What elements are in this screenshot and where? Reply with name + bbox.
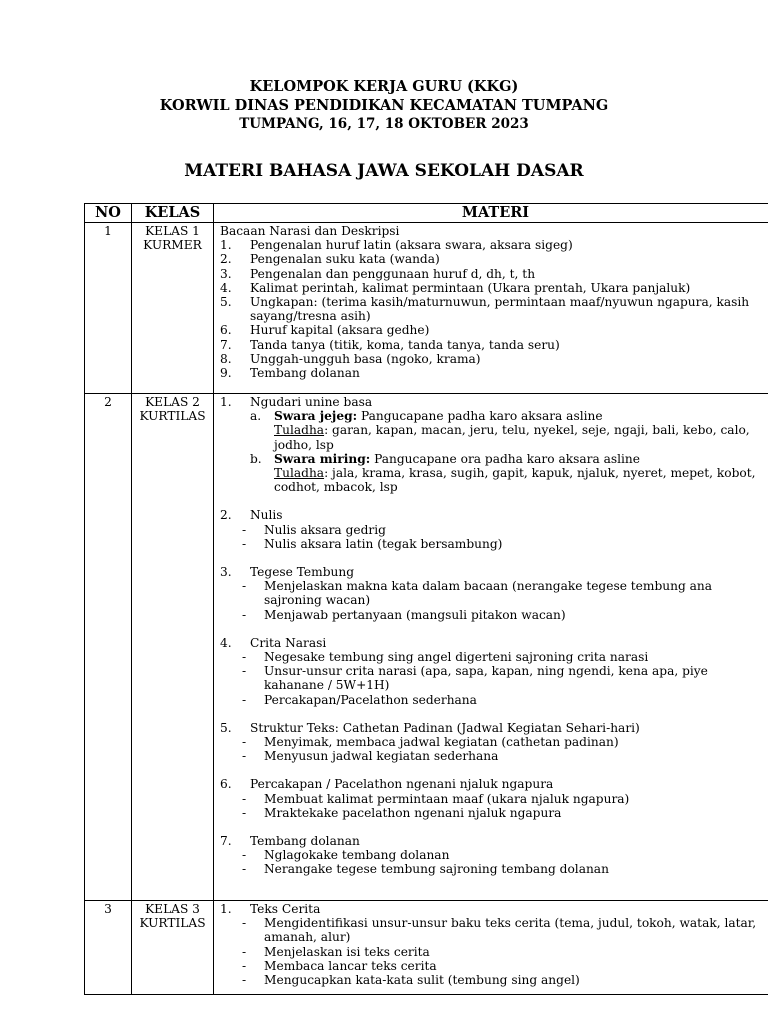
table-row — [85, 223, 768, 394]
section-title: Teks Cerita — [250, 902, 321, 916]
dash-marker: - — [242, 735, 247, 750]
dash-marker: - — [242, 944, 247, 959]
section-gap — [220, 763, 768, 777]
dash-marker: - — [242, 791, 247, 806]
item-number: 3. — [220, 266, 232, 281]
bullet-item — [220, 862, 768, 876]
bullet-text: Mraktekake pacelathon ngenani njaluk ngapura — [264, 805, 562, 820]
class-label: KELAS 3 — [145, 902, 200, 916]
class-label: KELAS 1 — [145, 224, 200, 238]
item-number: 7. — [220, 337, 232, 352]
item-text: Pengenalan dan penggunaan huruf d, dh, t, th — [250, 266, 536, 281]
item-number: 9. — [220, 366, 232, 381]
bullet-item — [220, 650, 768, 664]
curriculum-label: KURTILAS — [139, 916, 206, 931]
section-gap — [220, 494, 768, 508]
bullet-text: Menjelaskan makna kata dalam bacaan (nerangake tegese tembung ana sajroning wacan) — [264, 579, 713, 608]
item-text: Tanda tanya (titik, koma, tanda tanya, tanda seru) — [250, 337, 560, 352]
row-number: 1 — [85, 223, 132, 394]
item-number: 1. — [220, 238, 232, 253]
bullet-item — [220, 945, 768, 959]
bullet-item — [220, 735, 768, 749]
document-title: MATERI BAHASA JAWA SEKOLAH DASAR — [184, 161, 584, 181]
item-number: 8. — [220, 351, 232, 366]
section-heading — [220, 636, 768, 650]
materi-cell — [214, 394, 768, 901]
bullet-text: Menjelaskan isi teks cerita — [264, 944, 430, 959]
bullet-text: Menyimak, membaca jadwal kegiatan (cathetan padinan) — [264, 735, 619, 750]
dash-marker: - — [242, 607, 247, 622]
section-heading — [220, 565, 768, 579]
dash-marker: - — [242, 579, 247, 594]
section-number: 6. — [220, 777, 232, 792]
table-row — [85, 394, 768, 901]
materi-cell — [214, 901, 768, 995]
bullet-item — [220, 916, 768, 944]
list-item — [220, 338, 768, 352]
bullet-text: Menyusun jadwal kegiatan sederhana — [264, 749, 499, 764]
item-text: Ungkapan: (terima kasih/maturnuwun, permintaan maaf/nyuwun ngapura, kasih sayang/tresna asih) — [250, 295, 750, 324]
list-item — [220, 366, 768, 380]
dash-marker: - — [242, 916, 247, 931]
item-text: Tembang dolanan — [250, 366, 360, 381]
section-title: Tembang dolanan — [250, 834, 360, 849]
materi-cell — [214, 223, 768, 394]
class-label: KELAS 2 — [145, 395, 200, 409]
section-number: 4. — [220, 635, 232, 650]
row-number: 3 — [85, 901, 132, 995]
section-heading — [220, 777, 768, 791]
dash-marker: - — [242, 862, 247, 877]
section-heading — [220, 902, 768, 916]
section-number: 7. — [220, 834, 232, 849]
list-item — [220, 323, 768, 337]
section-gap — [220, 820, 768, 834]
section-number: 2. — [220, 508, 232, 523]
header-line-2: KORWIL DINAS PENDIDIKAN KECAMATAN TUMPANG — [159, 97, 609, 114]
bullet-text: Membaca lancar teks cerita — [264, 958, 437, 973]
bullet-text: Nerangake tegese tembung sajroning tembang dolanan — [264, 862, 609, 877]
bullet-text: Nglagokake tembang dolanan — [264, 848, 450, 863]
bullet-text: Mengucapkan kata-kata sulit (tembung sing angel) — [264, 973, 580, 988]
bullet-item — [220, 693, 768, 707]
dash-marker: - — [242, 848, 247, 863]
header-line-3: TUMPANG, 16, 17, 18 OKTOBER 2023 — [239, 116, 529, 132]
item-text: Huruf kapital (aksara gedhe) — [250, 323, 430, 338]
document-header — [0, 77, 768, 133]
table-row — [85, 901, 768, 995]
bullet-item — [220, 792, 768, 806]
header-line-1: KELOMPOK KERJA GURU (KKG) — [249, 78, 519, 95]
bullet-text: Mengidentifikasi unsur-unsur baku teks cerita (tema, judul, tokoh, watak, latar, amanah, alur) — [264, 916, 757, 945]
item-text: Pengenalan suku kata (wanda) — [250, 252, 440, 267]
list-item — [220, 295, 768, 323]
section-gap — [220, 622, 768, 636]
section-gap — [220, 551, 768, 565]
bullet-item — [220, 608, 768, 622]
dash-marker: - — [242, 958, 247, 973]
header-no: NO — [85, 204, 132, 223]
list-item — [220, 352, 768, 366]
bullet-item — [220, 848, 768, 862]
dash-marker: - — [242, 973, 247, 988]
sub-item-b: b. Swara miring: Pangucapane ora padha karo aksara asline Tuladha: jala, krama, krasa, sugih, gapit, kapuk, njaluk, nyeret, mepet, kobot, codhot, mbacok, lsp — [250, 451, 756, 495]
item-number: 6. — [220, 323, 232, 338]
dash-marker: - — [242, 522, 247, 537]
item-text: Unggah-ungguh basa (ngoko, krama) — [250, 351, 481, 366]
section-heading — [220, 508, 768, 522]
section-number: 1. — [220, 902, 232, 916]
list-item — [220, 252, 768, 266]
bullet-text: Nulis aksara gedrig — [264, 522, 386, 537]
curriculum-label: KURTILAS — [139, 409, 206, 424]
class-cell — [132, 394, 214, 901]
section-gap — [220, 707, 768, 721]
bullet-text: Percakapan/Pacelathon sederhana — [264, 692, 477, 707]
section-number: 5. — [220, 720, 232, 735]
dash-marker: - — [242, 749, 247, 764]
class-cell — [132, 901, 214, 995]
dash-marker: - — [242, 805, 247, 820]
bullet-item — [220, 959, 768, 973]
bullet-item — [220, 537, 768, 551]
bullet-item — [220, 579, 768, 607]
section-heading — [220, 834, 768, 848]
bullet-item — [220, 664, 768, 692]
list-item: 1. Ngudari unine basa — [220, 395, 373, 409]
bullet-item — [220, 973, 768, 987]
item-text: Kalimat perintah, kalimat permintaan (Ukara prentah, Ukara panjaluk) — [250, 280, 691, 295]
header-kelas: KELAS — [132, 204, 214, 223]
section-title: Nulis — [250, 508, 283, 523]
list-item — [220, 238, 768, 252]
bullet-item — [220, 749, 768, 763]
section-heading — [220, 721, 768, 735]
item-number: 4. — [220, 280, 232, 295]
sub-item-a: a. Swara jejeg: Pangucapane padha karo aksara asline Tuladha: garan, kapan, macan, jeru, telu, nyekel, seje, ngaji, bali, kebo, calo, jodho, lsp — [250, 409, 750, 452]
dash-marker: - — [242, 664, 247, 679]
section-title: Tegese Tembung — [250, 565, 355, 580]
bullet-text: Nulis aksara latin (tegak bersambung) — [264, 536, 503, 551]
bullet-item — [220, 523, 768, 537]
header-materi: MATERI — [214, 204, 768, 223]
item-number: 2. — [220, 252, 232, 267]
bullet-text: Membuat kalimat permintaan maaf (ukara njaluk ngapura) — [264, 791, 630, 806]
dash-marker: - — [242, 650, 247, 665]
row-number: 2 — [85, 394, 132, 901]
list-item — [220, 267, 768, 281]
bullet-text: Menjawab pertanyaan (mangsuli pitakon wacan) — [264, 607, 566, 622]
materi-table — [84, 203, 768, 995]
bullet-item — [220, 806, 768, 820]
curriculum-label: KURMER — [143, 238, 202, 253]
materi-intro: Bacaan Narasi dan Deskripsi — [220, 224, 400, 238]
section-title: Crita Narasi — [250, 635, 327, 650]
table-header-row — [85, 204, 768, 223]
section-number: 3. — [220, 565, 232, 580]
item-text: Pengenalan huruf latin (aksara swara, aksara sigeg) — [250, 238, 573, 253]
bullet-text: Negesake tembung sing angel digerteni sajroning crita narasi — [264, 650, 649, 665]
item-number: 5. — [220, 295, 232, 310]
section-title: Struktur Teks: Cathetan Padinan (Jadwal Kegiatan Sehari-hari) — [250, 720, 640, 735]
dash-marker: - — [242, 536, 247, 551]
list-item — [220, 281, 768, 295]
class-cell — [132, 223, 214, 394]
bullet-text: Unsur-unsur crita narasi (apa, sapa, kapan, ning ngendi, kena apa, piye kahanane / 5W+1H) — [264, 664, 708, 693]
section-title: Percakapan / Pacelathon ngenani njaluk ngapura — [250, 777, 554, 792]
dash-marker: - — [242, 692, 247, 707]
